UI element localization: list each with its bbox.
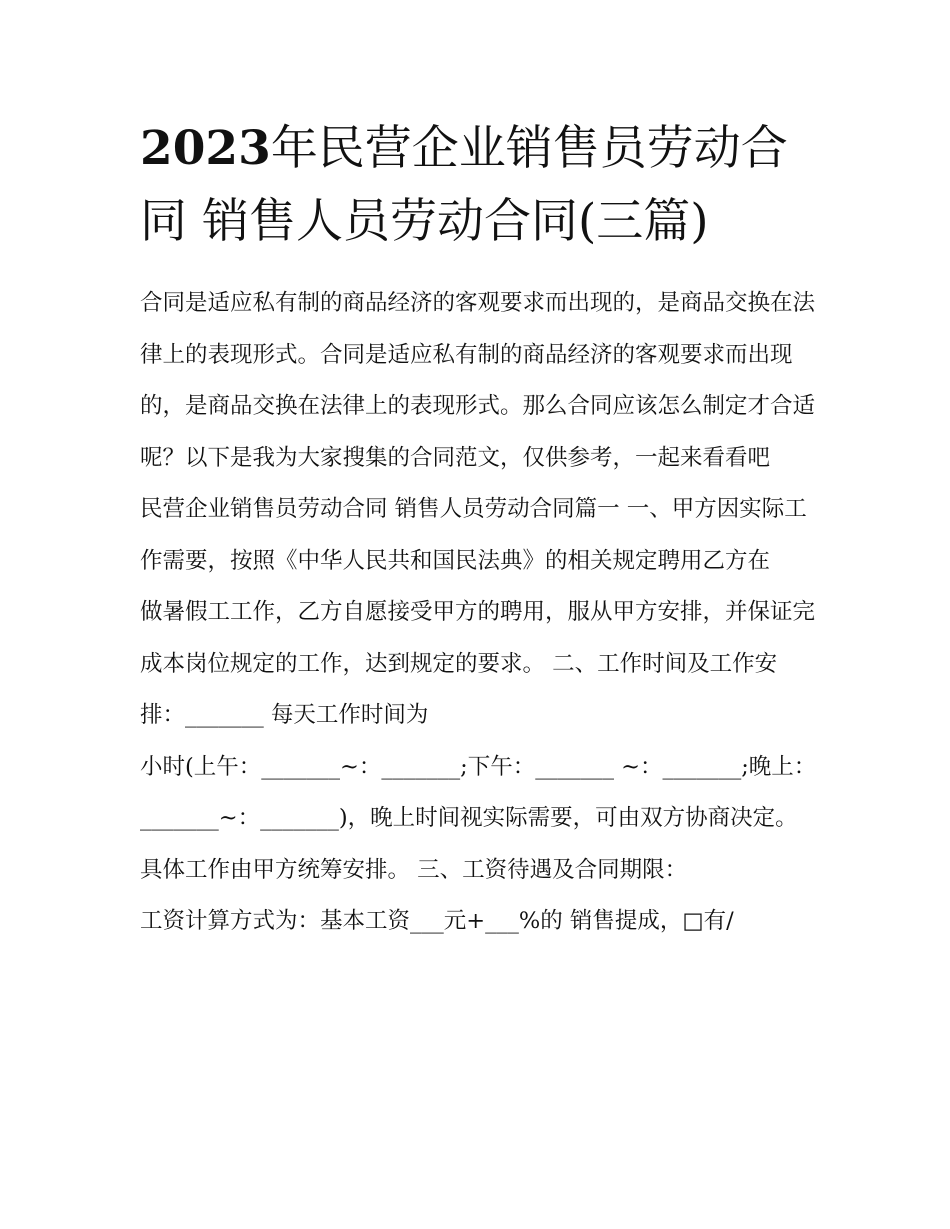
paragraph-work-time: 做暑假工工作，乙方自愿接受甲方的聘用，服从甲方安排，并保证完成本岗位规定的工作，达到规定的要求。 二、工作时间及工作安排：_______ 每天工作时间为	[140, 599, 816, 728]
paragraph-intro: 合同是适应私有制的商品经济的客观要求而出现的，是商品交换在法律上的表现形式。合同是适应私有制的商品经济的客观要求而出现的，是商品交换在法律上的表现形式。那么合同应该怎么制定才合适呢？以下是我为大家搜集的合同范文，仅供参考，一起来看看吧	[140, 290, 816, 471]
paragraph-salary: 工资计算方式为：基本工资___元+___%的 销售提成，□有/	[140, 908, 734, 934]
paragraph-hours: 小时(上午：_______~：_______;下午：_______ ~：_______;晚上：_______~：_______)，晚上时间视实际需要，可由双方协商决定。具体工作由甲方统筹安排。 三、工资待遇及合同期限：	[140, 753, 817, 883]
document-title	[140, 112, 820, 258]
document-body	[140, 278, 820, 948]
title-text: 年民营企业销售员劳动合同 销售人员劳动合同(三篇)	[140, 121, 788, 249]
title-year: 2023	[140, 121, 271, 176]
paragraph-contract-part1: 民营企业销售员劳动合同 销售人员劳动合同篇一 一、甲方因实际工作需要，按照《中华人民共和国民法典》的相关规定聘用乙方在	[140, 496, 807, 574]
